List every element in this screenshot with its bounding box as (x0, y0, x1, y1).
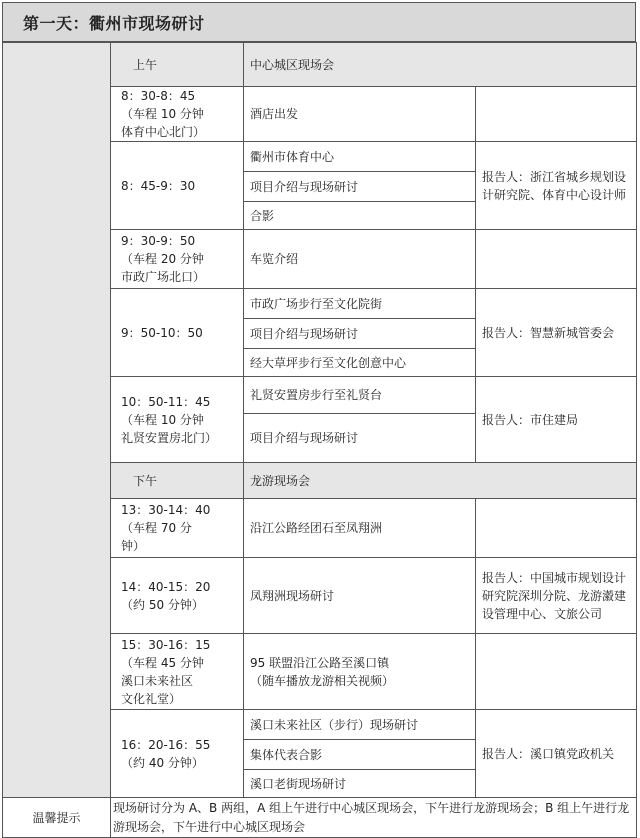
slot-item: 溪口未来社区（步行）现场研讨 (244, 710, 476, 740)
table-row (3, 43, 637, 87)
slot-time: 16：20-16：55 （约 40 分钟） (111, 710, 244, 798)
afternoon-heading: 龙游现场会 (244, 463, 637, 499)
slot-time: 10：50-11：45 （车程 10 分钟 礼贤安置房北门） (111, 377, 244, 463)
slot-reporter: 报告人：市住建局 (476, 377, 637, 463)
slot-item: 衢州市体育中心 (244, 142, 476, 172)
table-row (3, 798, 637, 838)
slot-item: 凤翔洲现场研讨 (244, 558, 476, 634)
slot-reporter: 报告人：中国城市规划设计研究院深圳分院、龙游瀫建设管理中心、文旅公司 (476, 558, 637, 634)
slot-time: 14：40-15：20 （约 50 分钟） (111, 558, 244, 634)
slot-reporter (476, 230, 637, 289)
slot-time: 8：30-8：45 （车程 10 分钟 体育中心北门） (111, 87, 244, 142)
slot-time: 9：50-10：50 (111, 289, 244, 377)
morning-label: 上午 (111, 43, 244, 87)
slot-reporter: 报告人：浙江省城乡规划设计研究院、体育中心设计师 (476, 142, 637, 230)
slot-item: 礼贤安置房步行至礼贤台 (244, 377, 476, 414)
slot-item: 集体代表合影 (244, 740, 476, 770)
slot-item: 酒店出发 (244, 87, 476, 142)
note-label: 温馨提示 (3, 798, 111, 838)
slot-item: 沿江公路经团石至凤翔洲 (244, 499, 476, 558)
note-text: 现场研讨分为 A、B 两组，A 组上午进行中心城区现场会，下午进行龙游现场会；B 组上午进行龙游现场会，下午进行中心城区现场会 (111, 798, 637, 838)
slot-reporter: 报告人：智慧新城管委会 (476, 289, 637, 377)
slot-time: 9：30-9：50 （车程 20 分钟 市政广场北口） (111, 230, 244, 289)
slot-item: 合影 (244, 202, 476, 230)
slot-time: 8：45-9：30 (111, 142, 244, 230)
slot-time: 15：30-16：15 （车程 45 分钟 溪口未来社区 文化礼堂） (111, 634, 244, 710)
slot-item: 项目介绍与现场研讨 (244, 319, 476, 349)
page-title: 第一天：衢州市现场研讨 (2, 2, 636, 42)
schedule-table (2, 42, 637, 838)
schedule-left-column (3, 43, 111, 798)
slot-item: 车览介绍 (244, 230, 476, 289)
slot-reporter (476, 499, 637, 558)
slot-item: 项目介绍与现场研讨 (244, 172, 476, 202)
slot-item: 市政广场步行至文化院街 (244, 289, 476, 319)
afternoon-label: 下午 (111, 463, 244, 499)
slot-reporter (476, 87, 637, 142)
slot-item: 95 联盟沿江公路至溪口镇 （随车播放龙游相关视频） (244, 634, 476, 710)
slot-item: 经大草坪步行至文化创意中心 (244, 349, 476, 377)
morning-heading: 中心城区现场会 (244, 43, 637, 87)
schedule-page (2, 2, 638, 832)
slot-item: 溪口老街现场研讨 (244, 770, 476, 798)
slot-time: 13：30-14：40 （车程 70 分 钟） (111, 499, 244, 558)
slot-reporter: 报告人：溪口镇党政机关 (476, 710, 637, 798)
slot-item: 项目介绍与现场研讨 (244, 414, 476, 463)
slot-reporter (476, 634, 637, 710)
